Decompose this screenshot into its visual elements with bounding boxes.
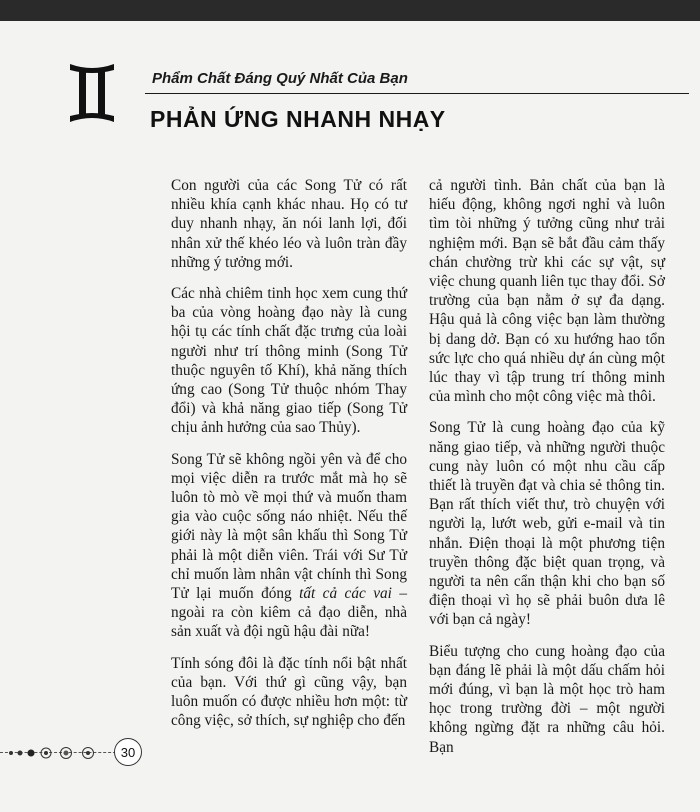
zodiac-wheel-icon (8, 747, 114, 759)
section-title: Phẩm Chất Đáng Quý Nhất Của Bạn (152, 70, 408, 87)
paragraph: Biểu tượng cho cung hoàng đạo của bạn đáng lẽ phải là một dấu chấm hỏi mới đúng, vì bạn là một học trò ham học trong trường đời – một người không ngừng đặt ra những câu hỏi. Bạn (429, 642, 665, 756)
page-number: 30 (114, 738, 142, 766)
paragraph-text: – ngoài ra còn kiêm cả đạo diễn, nhà sản xuất và đội ngũ hậu đài nữa! (171, 585, 407, 641)
italic-phrase: tất cả các vai (299, 585, 392, 603)
paragraph: Song Tử là cung hoàng đạo của kỹ năng giao tiếp, và những người thuộc cung này luôn có một nhu cầu cấp thiết là truyền đạt và chia sẻ thông tin. Bạn rất thích viết thư, trò chuyện với người lạ, lướt web, gửi e-mail và tin nhắn. Điện thoại là một phương tiện truyền thông đặc biệt quan trọng, và người ta nên cẩn thận khi cho bạn số điện thoại vì họ sẽ phải buôn dưa lê với bạn cả ngày! (429, 419, 665, 629)
top-bar (0, 0, 700, 21)
paragraph: cả người tình. Bản chất của bạn là hiếu động, không ngơi nghỉ và luôn tìm tòi những ý tưởng cũng như trải nghiệm mới. Bạn sẽ bắt đầu cảm thấy chán chường trừ khi các sự vật, sự việc chung quanh liên tục thay đổi. Sở trường của bạn nằm ở sự đa dạng. Hậu quả là công việc bạn làm thường bị dang dở. Bạn có xu hướng hao tổn sức lực cho quá nhiều dự án cùng một lúc thay vì tập trung trí thông minh của mình cho một công việc mà thôi. (429, 177, 665, 406)
text-column-left (171, 176, 407, 742)
paragraph (171, 450, 407, 642)
paragraph: Các nhà chiêm tinh học xem cung thứ ba của vòng hoàng đạo này là cung hội tụ các tính chất đặc trưng của loài người như trí thông minh (Song Tử thuộc nguyên tố Khí), khả năng thích ứng cao (Song Tử thuộc nhóm Thay đổi) và khả năng giao tiếp (Song Tử chịu ảnh hưởng của sao Thủy). (171, 285, 407, 437)
text-column-right (429, 176, 665, 769)
paragraph: Tính sóng đôi là đặc tính nổi bật nhất của bạn. Với thứ gì cũng vậy, bạn luôn muốn có được nhiều hơn một: từ công việc, sở thích, sự nghiệp cho đến (171, 654, 407, 730)
gemini-symbol-icon (68, 60, 116, 126)
paragraph: Con người của các Song Tử có rất nhiều khía cạnh khác nhau. Họ có tư duy nhanh nhạy, ăn nói lanh lợi, đối nhân xử thế khéo léo và luôn tràn đầy những ý tưởng mới. (171, 177, 407, 271)
section-divider (145, 93, 689, 94)
paragraph-text: Song Tử sẽ không ngồi yên và để cho mọi việc diễn ra trước mắt mà họ sẽ luôn tò mò về mọi thứ và muốn tham gia vào cuộc sống náo nhiệt. Nếu thế giới này là một sân khấu thì Song Tử phải là một diễn viên. Trái với Sư Tử chỉ muốn làm nhân vật chính thì Song Tử lại muốn đóng (171, 450, 407, 603)
page-heading: PHẢN ỨNG NHANH NHẠY (150, 106, 446, 132)
